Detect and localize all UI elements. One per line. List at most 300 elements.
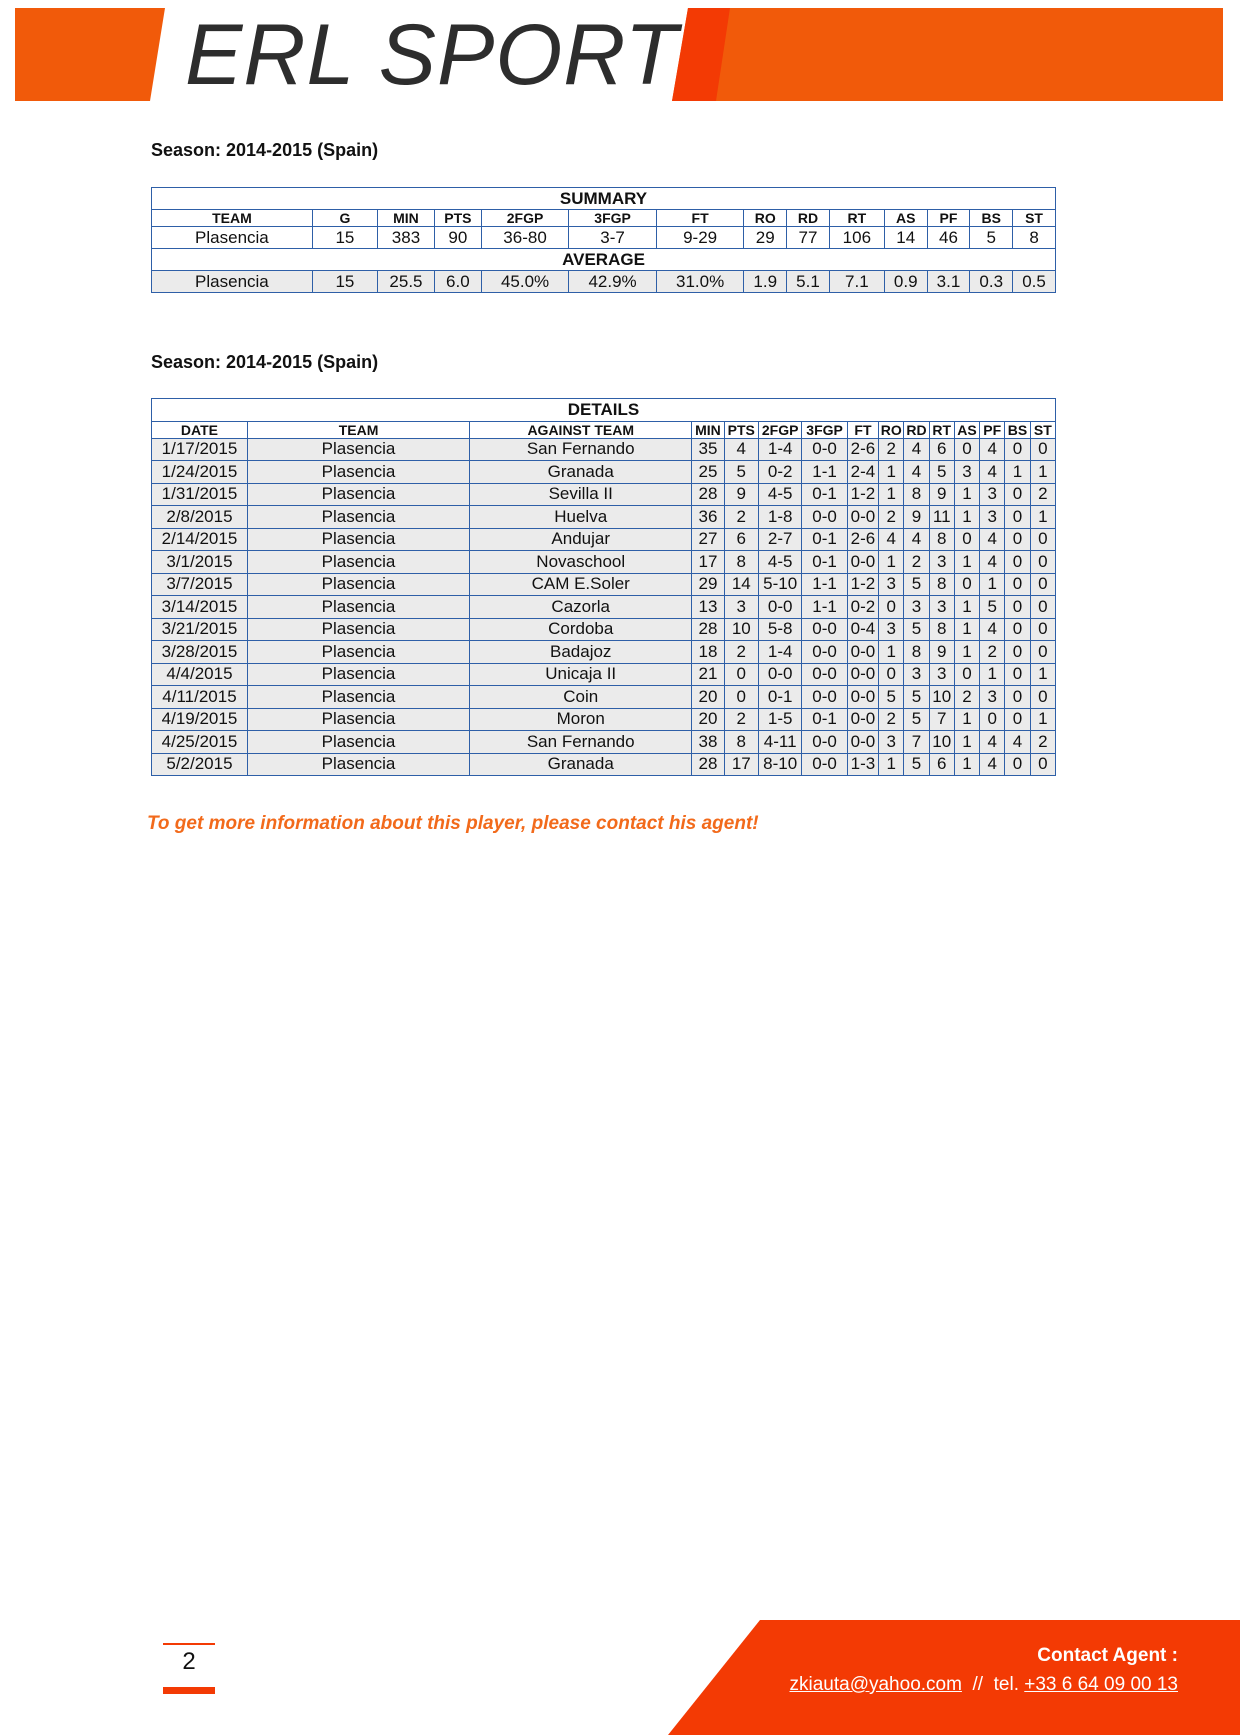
summary-title: SUMMARY bbox=[152, 188, 1056, 210]
table-cell: 0 bbox=[1005, 573, 1030, 596]
table-cell: 3/28/2015 bbox=[152, 641, 248, 664]
table-cell: Plasencia bbox=[247, 708, 469, 731]
table-cell: 0 bbox=[724, 663, 758, 686]
table-row bbox=[152, 483, 1056, 506]
table-cell: 0-0 bbox=[802, 686, 847, 709]
table-cell: Moron bbox=[470, 708, 692, 731]
table-cell: Sevilla II bbox=[470, 483, 692, 506]
table-cell: Plasencia bbox=[247, 528, 469, 551]
table-cell: Plasencia bbox=[247, 461, 469, 484]
table-cell: 0-0 bbox=[847, 641, 878, 664]
table-cell: 0 bbox=[1030, 641, 1055, 664]
page-number: 2 bbox=[182, 1648, 196, 1675]
table-cell: 1 bbox=[1030, 708, 1055, 731]
average-data-row bbox=[152, 271, 1056, 293]
table-cell: 0-0 bbox=[802, 618, 847, 641]
table-cell: 9 bbox=[724, 483, 758, 506]
table-cell: Plasencia bbox=[247, 506, 469, 529]
table-cell: 9 bbox=[904, 506, 929, 529]
table-cell: 29 bbox=[744, 227, 787, 249]
table-cell: 5 bbox=[904, 573, 929, 596]
table-cell: 1-1 bbox=[802, 596, 847, 619]
table-row bbox=[152, 551, 1056, 574]
summary-header-row bbox=[152, 210, 1056, 227]
column-header: 3FGP bbox=[569, 210, 657, 227]
table-cell: 7 bbox=[929, 708, 954, 731]
table-cell: 3 bbox=[980, 686, 1005, 709]
table-cell: 2-7 bbox=[758, 528, 801, 551]
table-cell: 0 bbox=[954, 573, 979, 596]
banner-right-block bbox=[672, 8, 1223, 101]
table-cell: 5 bbox=[904, 753, 929, 776]
table-cell: 0.3 bbox=[970, 271, 1013, 293]
table-cell: 2 bbox=[879, 708, 904, 731]
table-cell: 1 bbox=[954, 731, 979, 754]
agent-phone-link[interactable]: +33 6 64 09 00 13 bbox=[1024, 1674, 1178, 1695]
table-cell: 28 bbox=[692, 483, 724, 506]
table-cell: 10 bbox=[929, 731, 954, 754]
table-cell: 9-29 bbox=[656, 227, 744, 249]
table-cell: 0 bbox=[879, 663, 904, 686]
table-cell: 0-0 bbox=[802, 438, 847, 461]
table-cell: 3 bbox=[980, 483, 1005, 506]
table-cell: 1 bbox=[954, 483, 979, 506]
table-cell: 1 bbox=[954, 641, 979, 664]
table-cell: 1-2 bbox=[847, 483, 878, 506]
table-cell: 13 bbox=[692, 596, 724, 619]
table-cell: 1-8 bbox=[758, 506, 801, 529]
table-cell: San Fernando bbox=[470, 731, 692, 754]
column-header: TEAM bbox=[247, 421, 469, 438]
table-cell: 8 bbox=[929, 618, 954, 641]
table-cell: 29 bbox=[692, 573, 724, 596]
table-cell: 3/7/2015 bbox=[152, 573, 248, 596]
table-row bbox=[152, 663, 1056, 686]
column-header: AS bbox=[954, 421, 979, 438]
details-title: DETAILS bbox=[152, 399, 1056, 422]
table-cell: 3.1 bbox=[927, 271, 970, 293]
table-cell: 1-5 bbox=[758, 708, 801, 731]
table-cell: 4/25/2015 bbox=[152, 731, 248, 754]
table-cell: 0 bbox=[1030, 686, 1055, 709]
table-row bbox=[152, 461, 1056, 484]
column-header: FT bbox=[847, 421, 878, 438]
table-cell: 20 bbox=[692, 686, 724, 709]
table-cell: 77 bbox=[787, 227, 830, 249]
table-cell: 4 bbox=[980, 461, 1005, 484]
table-cell: Cazorla bbox=[470, 596, 692, 619]
table-cell: 2 bbox=[879, 438, 904, 461]
table-cell: 3/14/2015 bbox=[152, 596, 248, 619]
table-cell: 2 bbox=[904, 551, 929, 574]
table-row bbox=[152, 686, 1056, 709]
table-cell: Plasencia bbox=[247, 663, 469, 686]
table-cell: 27 bbox=[692, 528, 724, 551]
table-cell: 4 bbox=[980, 438, 1005, 461]
table-cell: 1 bbox=[954, 506, 979, 529]
table-cell: Huelva bbox=[470, 506, 692, 529]
table-cell: 0-4 bbox=[847, 618, 878, 641]
table-cell: 0-0 bbox=[802, 663, 847, 686]
table-cell: 0 bbox=[1030, 618, 1055, 641]
column-header: RO bbox=[744, 210, 787, 227]
table-cell: 5 bbox=[980, 596, 1005, 619]
table-cell: 2-6 bbox=[847, 528, 878, 551]
column-header: RT bbox=[929, 421, 954, 438]
table-cell: 5 bbox=[904, 686, 929, 709]
table-cell: 0 bbox=[1030, 528, 1055, 551]
table-cell: 0 bbox=[1030, 438, 1055, 461]
table-cell: San Fernando bbox=[470, 438, 692, 461]
table-cell: 0-0 bbox=[802, 753, 847, 776]
column-header: RT bbox=[829, 210, 884, 227]
agent-email-link[interactable]: zkiauta@yahoo.com bbox=[789, 1674, 962, 1695]
table-cell: 4-11 bbox=[758, 731, 801, 754]
column-header: G bbox=[312, 210, 377, 227]
table-cell: 8 bbox=[904, 641, 929, 664]
column-header: AS bbox=[884, 210, 927, 227]
table-cell: 0-0 bbox=[802, 731, 847, 754]
table-cell: 0 bbox=[1005, 686, 1030, 709]
table-cell: 6.0 bbox=[434, 271, 481, 293]
table-cell: 8-10 bbox=[758, 753, 801, 776]
table-cell: 0 bbox=[1030, 596, 1055, 619]
table-cell: 15 bbox=[312, 227, 377, 249]
table-cell: 3 bbox=[879, 618, 904, 641]
contact-line bbox=[790, 1670, 1179, 1699]
table-cell: 0-1 bbox=[802, 551, 847, 574]
column-header: 3FGP bbox=[802, 421, 847, 438]
table-row bbox=[152, 573, 1056, 596]
table-cell: 14 bbox=[884, 227, 927, 249]
table-cell: 0 bbox=[1030, 551, 1055, 574]
table-row bbox=[152, 528, 1056, 551]
table-cell: 8 bbox=[724, 731, 758, 754]
table-cell: 2 bbox=[980, 641, 1005, 664]
details-table bbox=[151, 398, 1056, 776]
table-cell: 5 bbox=[879, 686, 904, 709]
table-cell: 0 bbox=[1030, 573, 1055, 596]
table-cell: Plasencia bbox=[247, 731, 469, 754]
table-cell: 2-6 bbox=[847, 438, 878, 461]
table-cell: 0-1 bbox=[802, 528, 847, 551]
table-cell: Plasencia bbox=[247, 618, 469, 641]
table-cell: 1 bbox=[954, 596, 979, 619]
table-cell: Plasencia bbox=[247, 596, 469, 619]
table-cell: 90 bbox=[434, 227, 481, 249]
table-cell: Plasencia bbox=[247, 753, 469, 776]
table-cell: 1 bbox=[980, 573, 1005, 596]
table-cell: 9 bbox=[929, 641, 954, 664]
table-cell: 4/11/2015 bbox=[152, 686, 248, 709]
table-cell: Plasencia bbox=[247, 686, 469, 709]
table-cell: 0 bbox=[1005, 506, 1030, 529]
table-cell: 1-2 bbox=[847, 573, 878, 596]
table-cell: 5/2/2015 bbox=[152, 753, 248, 776]
table-cell: 0-2 bbox=[847, 596, 878, 619]
table-cell: Novaschool bbox=[470, 551, 692, 574]
table-cell: 21 bbox=[692, 663, 724, 686]
table-cell: 35 bbox=[692, 438, 724, 461]
table-cell: 17 bbox=[692, 551, 724, 574]
column-header: BS bbox=[970, 210, 1013, 227]
column-header: TEAM bbox=[152, 210, 313, 227]
table-cell: 8 bbox=[929, 528, 954, 551]
table-row bbox=[152, 596, 1056, 619]
table-cell: 1 bbox=[954, 708, 979, 731]
table-cell: Andujar bbox=[470, 528, 692, 551]
column-header: PF bbox=[980, 421, 1005, 438]
table-cell: Plasencia bbox=[152, 271, 313, 293]
column-header: 2FGP bbox=[481, 210, 569, 227]
table-row bbox=[152, 753, 1056, 776]
table-cell: 5 bbox=[929, 461, 954, 484]
table-cell: 0-0 bbox=[758, 663, 801, 686]
table-cell: 1/24/2015 bbox=[152, 461, 248, 484]
table-cell: 45.0% bbox=[481, 271, 569, 293]
summary-table bbox=[151, 187, 1056, 293]
table-cell: 20 bbox=[692, 708, 724, 731]
details-season-label: Season: 2014-2015 (Spain) bbox=[151, 352, 379, 372]
table-cell: 3 bbox=[929, 663, 954, 686]
table-cell: 4 bbox=[1005, 731, 1030, 754]
table-cell: 0 bbox=[1005, 528, 1030, 551]
table-cell: Plasencia bbox=[247, 483, 469, 506]
table-cell: 0 bbox=[1005, 618, 1030, 641]
column-header: RD bbox=[904, 421, 929, 438]
table-cell: 2 bbox=[879, 506, 904, 529]
table-cell: 0 bbox=[1005, 438, 1030, 461]
table-cell: 4 bbox=[724, 438, 758, 461]
table-cell: Coin bbox=[470, 686, 692, 709]
table-cell: 0 bbox=[954, 528, 979, 551]
table-cell: 4-5 bbox=[758, 483, 801, 506]
table-cell: 5 bbox=[904, 618, 929, 641]
table-cell: Plasencia bbox=[152, 227, 313, 249]
table-cell: 4 bbox=[879, 528, 904, 551]
table-cell: 2 bbox=[1030, 731, 1055, 754]
page-number-bottom-rule bbox=[163, 1687, 215, 1694]
table-cell: 0-1 bbox=[802, 708, 847, 731]
table-cell: Plasencia bbox=[247, 573, 469, 596]
table-cell: 3 bbox=[904, 596, 929, 619]
details-header-row bbox=[152, 421, 1056, 438]
table-cell: 0 bbox=[879, 596, 904, 619]
contact-label: Contact Agent : bbox=[1037, 1645, 1178, 1666]
table-cell: 6 bbox=[724, 528, 758, 551]
table-cell: 4/19/2015 bbox=[152, 708, 248, 731]
table-cell: Granada bbox=[470, 753, 692, 776]
table-cell: 1/31/2015 bbox=[152, 483, 248, 506]
table-row bbox=[152, 708, 1056, 731]
table-cell: 2 bbox=[954, 686, 979, 709]
table-cell: 5-10 bbox=[758, 573, 801, 596]
table-cell: 0-1 bbox=[758, 686, 801, 709]
table-cell: 8 bbox=[929, 573, 954, 596]
column-header: RD bbox=[787, 210, 830, 227]
contact-agent-note: To get more information about this player, please contact his agent! bbox=[147, 813, 759, 834]
table-cell: 0 bbox=[980, 708, 1005, 731]
table-cell: 25 bbox=[692, 461, 724, 484]
table-row bbox=[152, 438, 1056, 461]
table-cell: 3 bbox=[904, 663, 929, 686]
table-cell: 383 bbox=[377, 227, 434, 249]
table-cell: 1 bbox=[954, 753, 979, 776]
table-cell: 0-0 bbox=[847, 551, 878, 574]
table-cell: 4 bbox=[980, 618, 1005, 641]
table-cell: 36-80 bbox=[481, 227, 569, 249]
table-cell: 11 bbox=[929, 506, 954, 529]
table-cell: Plasencia bbox=[247, 551, 469, 574]
table-cell: 3/1/2015 bbox=[152, 551, 248, 574]
table-cell: 0 bbox=[1005, 483, 1030, 506]
table-cell: 28 bbox=[692, 753, 724, 776]
table-cell: 3/21/2015 bbox=[152, 618, 248, 641]
table-cell: 18 bbox=[692, 641, 724, 664]
table-cell: 0-0 bbox=[847, 686, 878, 709]
table-cell: 7 bbox=[904, 731, 929, 754]
table-cell: 0 bbox=[1005, 641, 1030, 664]
table-cell: Badajoz bbox=[470, 641, 692, 664]
table-cell: 5 bbox=[904, 708, 929, 731]
column-header: 2FGP bbox=[758, 421, 801, 438]
table-cell: 1 bbox=[1030, 461, 1055, 484]
table-cell: 2-4 bbox=[847, 461, 878, 484]
table-cell: 2 bbox=[724, 708, 758, 731]
table-cell: 0 bbox=[724, 686, 758, 709]
column-header: MIN bbox=[377, 210, 434, 227]
table-cell: 0-2 bbox=[758, 461, 801, 484]
table-cell: 28 bbox=[692, 618, 724, 641]
logo: ERL SPORT bbox=[185, 7, 679, 103]
table-cell: 1 bbox=[879, 753, 904, 776]
table-cell: 1 bbox=[879, 551, 904, 574]
table-cell: 2 bbox=[1030, 483, 1055, 506]
table-cell: 1-3 bbox=[847, 753, 878, 776]
table-cell: 0 bbox=[1005, 551, 1030, 574]
table-cell: 17 bbox=[724, 753, 758, 776]
table-cell: 0-0 bbox=[847, 708, 878, 731]
table-cell: 4 bbox=[904, 528, 929, 551]
column-header: MIN bbox=[692, 421, 724, 438]
table-cell: 3 bbox=[879, 731, 904, 754]
table-cell: 0 bbox=[954, 438, 979, 461]
table-cell: 0.9 bbox=[884, 271, 927, 293]
table-cell: 25.5 bbox=[377, 271, 434, 293]
table-cell: 8 bbox=[904, 483, 929, 506]
table-cell: 1/17/2015 bbox=[152, 438, 248, 461]
column-header: DATE bbox=[152, 421, 248, 438]
table-cell: 2/14/2015 bbox=[152, 528, 248, 551]
table-cell: 5 bbox=[724, 461, 758, 484]
table-cell: 5 bbox=[970, 227, 1013, 249]
table-cell: 0-0 bbox=[802, 506, 847, 529]
table-cell: 0-0 bbox=[847, 663, 878, 686]
table-cell: 1-4 bbox=[758, 438, 801, 461]
column-header: ST bbox=[1030, 421, 1055, 438]
table-cell: 1-1 bbox=[802, 461, 847, 484]
column-header: PTS bbox=[724, 421, 758, 438]
table-cell: 8 bbox=[724, 551, 758, 574]
table-cell: 31.0% bbox=[656, 271, 744, 293]
table-cell: 3 bbox=[879, 573, 904, 596]
table-cell: 1 bbox=[879, 641, 904, 664]
table-cell: 1 bbox=[1030, 663, 1055, 686]
table-row bbox=[152, 618, 1056, 641]
table-cell: 1 bbox=[879, 461, 904, 484]
table-cell: 4 bbox=[904, 438, 929, 461]
contact-separator: // bbox=[972, 1674, 984, 1695]
table-cell: 2/8/2015 bbox=[152, 506, 248, 529]
column-header: AGAINST TEAM bbox=[470, 421, 692, 438]
table-cell: 1 bbox=[954, 551, 979, 574]
table-cell: 10 bbox=[929, 686, 954, 709]
table-cell: 4-5 bbox=[758, 551, 801, 574]
column-header: BS bbox=[1005, 421, 1030, 438]
table-cell: 4 bbox=[980, 528, 1005, 551]
column-header: PTS bbox=[434, 210, 481, 227]
table-cell: 7.1 bbox=[829, 271, 884, 293]
table-cell: 1-4 bbox=[758, 641, 801, 664]
table-cell: 2 bbox=[724, 506, 758, 529]
table-cell: 3 bbox=[929, 551, 954, 574]
table-cell: Granada bbox=[470, 461, 692, 484]
table-cell: 0-0 bbox=[847, 731, 878, 754]
table-cell: 1 bbox=[1030, 506, 1055, 529]
table-cell: 0-1 bbox=[802, 483, 847, 506]
table-cell: 1 bbox=[879, 483, 904, 506]
table-cell: 9 bbox=[929, 483, 954, 506]
table-cell: 0-0 bbox=[847, 506, 878, 529]
table-row bbox=[152, 731, 1056, 754]
table-cell: 3 bbox=[929, 596, 954, 619]
table-cell: 1.9 bbox=[744, 271, 787, 293]
table-cell: 6 bbox=[929, 753, 954, 776]
column-header: ST bbox=[1013, 210, 1056, 227]
table-cell: Plasencia bbox=[247, 438, 469, 461]
table-row bbox=[152, 506, 1056, 529]
table-cell: 46 bbox=[927, 227, 970, 249]
banner-left-block bbox=[15, 8, 165, 101]
table-cell: 4 bbox=[980, 731, 1005, 754]
table-cell: 15 bbox=[312, 271, 377, 293]
table-cell: 14 bbox=[724, 573, 758, 596]
table-cell: 8 bbox=[1013, 227, 1056, 249]
table-cell: 4 bbox=[980, 551, 1005, 574]
table-cell: CAM E.Soler bbox=[470, 573, 692, 596]
table-cell: 36 bbox=[692, 506, 724, 529]
contact-block bbox=[790, 1641, 1179, 1699]
table-cell: 5-8 bbox=[758, 618, 801, 641]
table-cell: 0.5 bbox=[1013, 271, 1056, 293]
table-cell: Cordoba bbox=[470, 618, 692, 641]
table-cell: Unicaja II bbox=[470, 663, 692, 686]
table-cell: 4/4/2015 bbox=[152, 663, 248, 686]
table-cell: 0 bbox=[1005, 596, 1030, 619]
table-cell: 1-1 bbox=[802, 573, 847, 596]
table-cell: 42.9% bbox=[569, 271, 657, 293]
table-row bbox=[152, 641, 1056, 664]
table-cell: 1 bbox=[954, 618, 979, 641]
table-cell: 0 bbox=[1005, 753, 1030, 776]
table-cell: 3 bbox=[724, 596, 758, 619]
table-cell: 0 bbox=[954, 663, 979, 686]
summary-data-row bbox=[152, 227, 1056, 249]
page-number-top-rule bbox=[163, 1643, 215, 1645]
table-cell: Plasencia bbox=[247, 641, 469, 664]
column-header: FT bbox=[656, 210, 744, 227]
table-cell: 4 bbox=[980, 753, 1005, 776]
